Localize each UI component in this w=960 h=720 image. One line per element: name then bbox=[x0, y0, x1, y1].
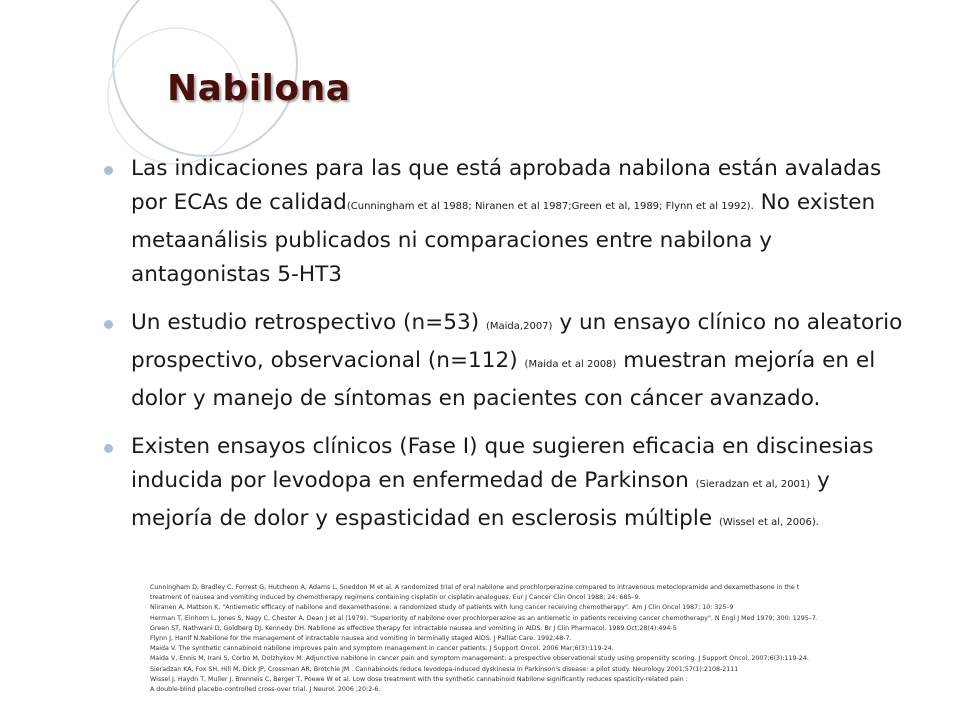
bullet-text: No existen metaanálisis publicados ni comparaciones entre nabilona y antagonistas 5-HT3 bbox=[131, 190, 876, 287]
reference-line: Herman T, Einhorn L, Jones S, Nagy C, Chester A, Dean J et al (1979). "Superiority of nabilone over prochlorperazine as an antiemetic in patients receiving cancer chemotherapy". N Engl J Med 1979; 300: 1295–7. bbox=[150, 614, 818, 622]
bullet-item bbox=[104, 430, 916, 540]
references bbox=[150, 583, 870, 695]
bullet-text: Existen ensayos clínicos (Fase I) que sugieren eficacia en discinesias inducida por levodopa en enfermedad de Parkinson bbox=[131, 434, 874, 493]
reference-line: Niiranen A, Mattson K. "Antiemetic efficacy of nabilone and dexamethasone: a randomized study of patients with lung cancer receiving chemotherapy". Am J Clin Oncol 1987; 10: 325–9 bbox=[150, 604, 734, 612]
reference-line: Wissel J, Haydn T, Muller J, Brenneis C, Berger T, Poewe W et al. Low dose treatment with the synthetic cannabinoid Nabilone significantly reduces spasticity-related pain : bbox=[150, 675, 688, 683]
citation: (Sieradzan et al, 2001) bbox=[695, 479, 811, 490]
bullet-text: y mejoría de dolor y espasticidad en esclerosis múltiple bbox=[131, 468, 830, 531]
citation: (Maida,2007) bbox=[486, 321, 553, 332]
bullet-text: Un estudio retrospectivo (n=53) bbox=[131, 310, 486, 335]
citation: (Cunningham et al 1988; Niranen et al 1987;Green et al, 1989; Flynn et al 1992). bbox=[346, 201, 754, 212]
bullet-text: Las indicaciones para las que está aprobada nabilona están avaladas por ECAs de calidad bbox=[131, 156, 882, 215]
citation: (Wissel et al, 2006). bbox=[719, 517, 819, 528]
bullet-dot-icon bbox=[104, 320, 113, 329]
reference-line: Flynn J, Hanif N.Nabilone for the management of intractable nausea and vomiting in terminally staged AIDS. J Palliat Care. 1992;48-7. bbox=[150, 635, 572, 643]
bullet-dot-icon bbox=[104, 166, 113, 175]
reference-line: Cunningham D, Bradley C, Forrest G, Hutcheon A, Adams L, Sneddon M et al. A randomized trial of oral nabilone and prochlorperazine compared to intravenous metoclopramide and dexamethasone in the t bbox=[150, 584, 800, 591]
bullet-text: y un ensayo clínico no aleatorio prospectivo, observacional (n=112) bbox=[131, 310, 903, 373]
reference-line: A double-blind placebo-controlled cross-over trial. J Neurol. 2006 ;20:2-6. bbox=[150, 686, 381, 694]
reference-line: treatment of nausea and vomiting induced by chemotherapy regimens containing cisplatin or cisplatin analogues. Eur J Cancer Clin Oncol 1988; 24: 685–9. bbox=[150, 594, 641, 602]
slide-title: Nabilona bbox=[167, 68, 351, 109]
bullet-item bbox=[104, 306, 916, 416]
reference-line: Sieradzan KA, Fox SH, Hill M, Dick JP, Crossman AR, Brotchie JM . Cannabinoids reduce levodopa-induced dyskinesia in Parkinson's disease: a pilot study. Neurology 2001;57(1):2108-2111 bbox=[150, 665, 739, 673]
bullet-dot-icon bbox=[104, 444, 113, 453]
citation: (Maida et al 2008) bbox=[524, 359, 617, 370]
bullet-item bbox=[104, 152, 916, 292]
reference-line: Maida V. The synthetic cannabinoid nabilone improves pain and symptom management in cancer patients. J Support Oncol. 2006 Mar;6(3):119-24. bbox=[150, 645, 614, 653]
slide-body bbox=[104, 152, 916, 540]
reference-line: Green ST, Nathwani D, Goldberg DJ, Kennedy DH. Nabilone as effective therapy for intractable nausea and vomiting in AIDS. Br J Clin Pharmacol. 1989 Oct;28(4):494-5 bbox=[150, 624, 677, 632]
reference-line: Maida V, Ennis M, Irani S, Corbo M, Dolzhykov M. Adjunctive nabilone in cancer pain and symptom management: a prospective observational study using propensity scoring. J Support Oncol. 2007;6(3):119-24. bbox=[150, 655, 809, 663]
bullet-text: muestran mejoría en el dolor y manejo de síntomas en pacientes con cáncer avanzado. bbox=[131, 348, 876, 411]
